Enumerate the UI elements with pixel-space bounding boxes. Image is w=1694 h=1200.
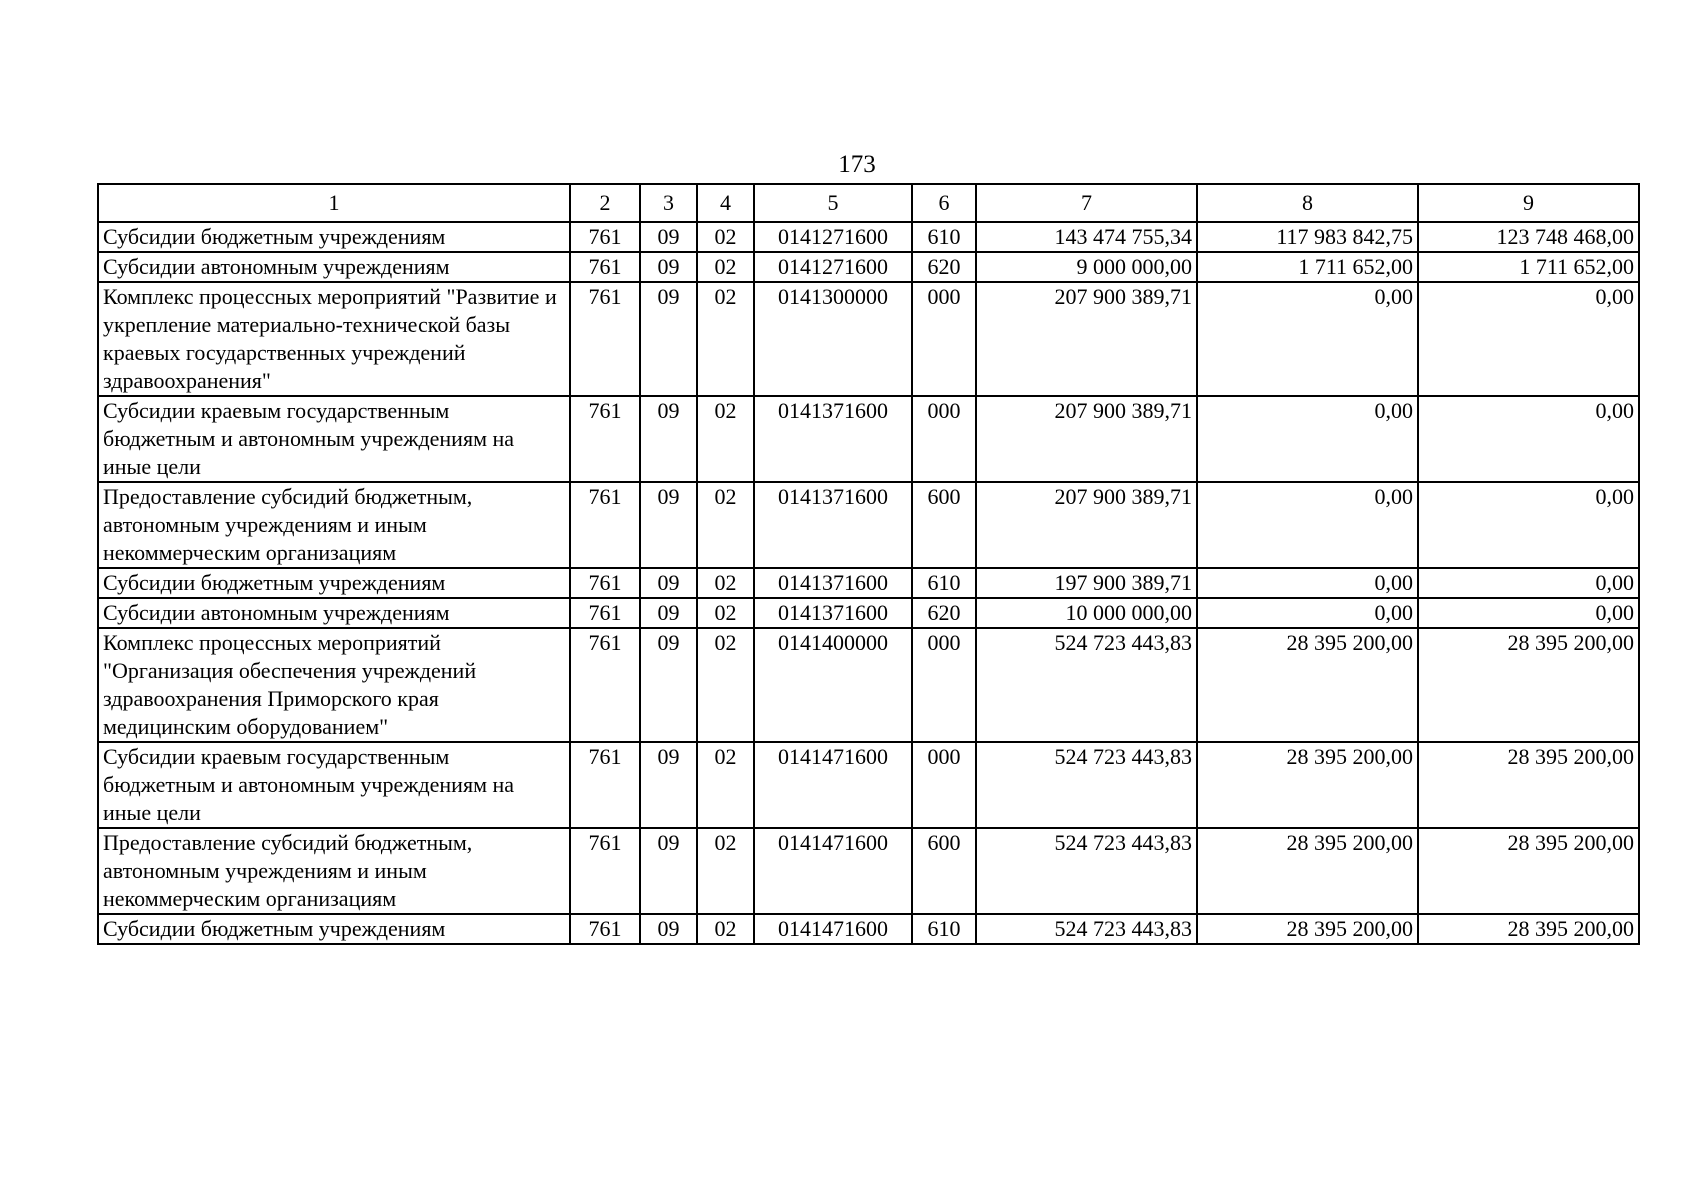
section-code: 09 <box>640 914 697 944</box>
amount-col-7: 524 723 443,83 <box>976 628 1197 742</box>
table-row <box>98 482 1639 568</box>
item-name: Предоставление субсидий бюджетным, автономным учреждениям и иным некоммерческим организациям <box>98 828 570 914</box>
section-code: 09 <box>640 282 697 396</box>
table-row <box>98 252 1639 282</box>
admin-code: 761 <box>570 222 640 252</box>
amount-col-7: 524 723 443,83 <box>976 742 1197 828</box>
expense-type-code: 620 <box>912 252 976 282</box>
table-body <box>98 222 1639 944</box>
amount-col-7: 143 474 755,34 <box>976 222 1197 252</box>
section-code: 09 <box>640 482 697 568</box>
item-name: Комплекс процессных мероприятий "Организация обеспечения учреждений здравоохранения Приморского края медицинским оборудованием" <box>98 628 570 742</box>
header-row <box>98 184 1639 222</box>
amount-col-9: 28 395 200,00 <box>1418 828 1639 914</box>
admin-code: 761 <box>570 914 640 944</box>
section-code: 09 <box>640 598 697 628</box>
table-row <box>98 914 1639 944</box>
admin-code: 761 <box>570 628 640 742</box>
amount-col-9: 0,00 <box>1418 598 1639 628</box>
column-header: 1 <box>98 184 570 222</box>
subsection-code: 02 <box>697 598 754 628</box>
section-code: 09 <box>640 222 697 252</box>
target-article-code: 0141471600 <box>754 742 912 828</box>
section-code: 09 <box>640 396 697 482</box>
section-code: 09 <box>640 628 697 742</box>
amount-col-7: 197 900 389,71 <box>976 568 1197 598</box>
table-row <box>98 568 1639 598</box>
amount-col-9: 1 711 652,00 <box>1418 252 1639 282</box>
item-name: Субсидии краевым государственным бюджетным и автономным учреждениям на иные цели <box>98 742 570 828</box>
target-article-code: 0141471600 <box>754 914 912 944</box>
table-row <box>98 628 1639 742</box>
admin-code: 761 <box>570 252 640 282</box>
amount-col-7: 524 723 443,83 <box>976 828 1197 914</box>
admin-code: 761 <box>570 828 640 914</box>
amount-col-9: 28 395 200,00 <box>1418 628 1639 742</box>
target-article-code: 0141271600 <box>754 222 912 252</box>
admin-code: 761 <box>570 568 640 598</box>
target-article-code: 0141371600 <box>754 482 912 568</box>
amount-col-8: 0,00 <box>1197 482 1418 568</box>
item-name: Субсидии краевым государственным бюджетным и автономным учреждениям на иные цели <box>98 396 570 482</box>
amount-col-7: 9 000 000,00 <box>976 252 1197 282</box>
amount-col-7: 524 723 443,83 <box>976 914 1197 944</box>
amount-col-9: 0,00 <box>1418 396 1639 482</box>
column-header: 5 <box>754 184 912 222</box>
item-name: Предоставление субсидий бюджетным, автономным учреждениям и иным некоммерческим организациям <box>98 482 570 568</box>
budget-table <box>97 183 1640 945</box>
amount-col-7: 10 000 000,00 <box>976 598 1197 628</box>
column-header: 6 <box>912 184 976 222</box>
subsection-code: 02 <box>697 222 754 252</box>
subsection-code: 02 <box>697 914 754 944</box>
item-name: Субсидии бюджетным учреждениям <box>98 222 570 252</box>
column-header: 9 <box>1418 184 1639 222</box>
amount-col-8: 0,00 <box>1197 396 1418 482</box>
target-article-code: 0141271600 <box>754 252 912 282</box>
subsection-code: 02 <box>697 828 754 914</box>
amount-col-8: 28 395 200,00 <box>1197 628 1418 742</box>
column-header: 4 <box>697 184 754 222</box>
subsection-code: 02 <box>697 252 754 282</box>
subsection-code: 02 <box>697 628 754 742</box>
expense-type-code: 610 <box>912 222 976 252</box>
admin-code: 761 <box>570 396 640 482</box>
subsection-code: 02 <box>697 482 754 568</box>
admin-code: 761 <box>570 742 640 828</box>
amount-col-8: 0,00 <box>1197 568 1418 598</box>
expense-type-code: 000 <box>912 628 976 742</box>
amount-col-8: 28 395 200,00 <box>1197 828 1418 914</box>
amount-col-7: 207 900 389,71 <box>976 396 1197 482</box>
amount-col-9: 0,00 <box>1418 282 1639 396</box>
amount-col-8: 0,00 <box>1197 598 1418 628</box>
amount-col-9: 28 395 200,00 <box>1418 914 1639 944</box>
expense-type-code: 000 <box>912 742 976 828</box>
target-article-code: 0141300000 <box>754 282 912 396</box>
expense-type-code: 000 <box>912 396 976 482</box>
admin-code: 761 <box>570 598 640 628</box>
amount-col-9: 0,00 <box>1418 568 1639 598</box>
expense-type-code: 610 <box>912 568 976 598</box>
item-name: Субсидии бюджетным учреждениям <box>98 568 570 598</box>
column-header: 8 <box>1197 184 1418 222</box>
expense-type-code: 600 <box>912 828 976 914</box>
item-name: Комплекс процессных мероприятий "Развитие и укрепление материально-технической базы краевых государственных учреждений здравоохранения" <box>98 282 570 396</box>
amount-col-8: 0,00 <box>1197 282 1418 396</box>
expense-type-code: 600 <box>912 482 976 568</box>
expense-type-code: 620 <box>912 598 976 628</box>
target-article-code: 0141471600 <box>754 828 912 914</box>
target-article-code: 0141400000 <box>754 628 912 742</box>
amount-col-8: 28 395 200,00 <box>1197 914 1418 944</box>
table-row <box>98 222 1639 252</box>
admin-code: 761 <box>570 282 640 396</box>
expense-type-code: 000 <box>912 282 976 396</box>
section-code: 09 <box>640 742 697 828</box>
amount-col-9: 28 395 200,00 <box>1418 742 1639 828</box>
subsection-code: 02 <box>697 568 754 598</box>
section-code: 09 <box>640 252 697 282</box>
amount-col-8: 117 983 842,75 <box>1197 222 1418 252</box>
subsection-code: 02 <box>697 742 754 828</box>
item-name: Субсидии автономным учреждениям <box>98 598 570 628</box>
item-name: Субсидии бюджетным учреждениям <box>98 914 570 944</box>
amount-col-8: 28 395 200,00 <box>1197 742 1418 828</box>
amount-col-7: 207 900 389,71 <box>976 282 1197 396</box>
table-row <box>98 598 1639 628</box>
section-code: 09 <box>640 828 697 914</box>
target-article-code: 0141371600 <box>754 598 912 628</box>
target-article-code: 0141371600 <box>754 568 912 598</box>
amount-col-9: 123 748 468,00 <box>1418 222 1639 252</box>
section-code: 09 <box>640 568 697 598</box>
amount-col-8: 1 711 652,00 <box>1197 252 1418 282</box>
table-row <box>98 828 1639 914</box>
column-header: 2 <box>570 184 640 222</box>
subsection-code: 02 <box>697 396 754 482</box>
amount-col-9: 0,00 <box>1418 482 1639 568</box>
table-row <box>98 282 1639 396</box>
admin-code: 761 <box>570 482 640 568</box>
column-header: 7 <box>976 184 1197 222</box>
target-article-code: 0141371600 <box>754 396 912 482</box>
amount-col-7: 207 900 389,71 <box>976 482 1197 568</box>
item-name: Субсидии автономным учреждениям <box>98 252 570 282</box>
table-row <box>98 742 1639 828</box>
column-header: 3 <box>640 184 697 222</box>
table-row <box>98 396 1639 482</box>
subsection-code: 02 <box>697 282 754 396</box>
expense-type-code: 610 <box>912 914 976 944</box>
page-number: 173 <box>838 151 876 178</box>
